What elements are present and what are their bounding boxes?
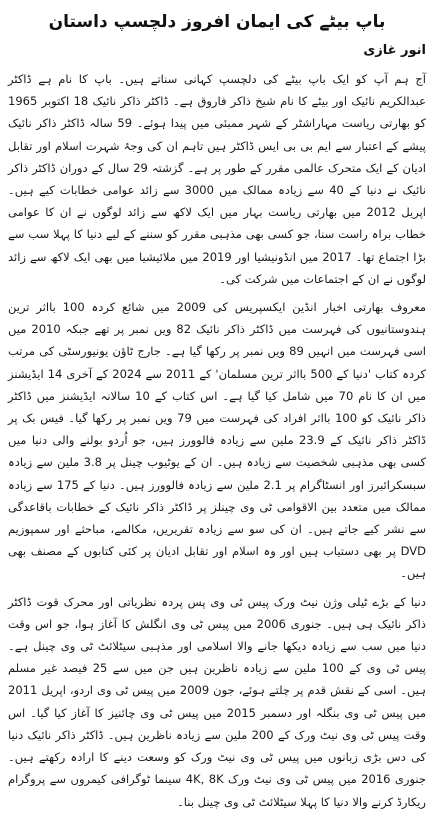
article-body — [8, 68, 426, 819]
paragraph: آج ہم آپ کو ایک باپ بیٹے کی دلچسپ کہانی سناتے ہیں۔ باپ کا نام ہے ڈاکٹر عبدالکریم نائیک اور بیٹے کا نام شیخ ذاکر فاروق ہے۔ ڈاکٹر ذاکر نائیک 18 اکتوبر 1965 کو بھارتی ریاست مہاراشٹر کے شہر ممبئی میں پیدا ہوئے۔ 59 سالہ ڈاکٹر ذاکر نائیک پیشے کے اعتبار سے ایم بی بی ایس ڈاکٹر ہیں تاہم ان کی وجۂ شہرت اسلام اور تقابل ادیان کے ایک متحرک عالمی مقرر کے طور پر ہے۔ گزشتہ 29 سال کے دوران ڈاکٹر ذاکر نائیک نے دنیا کے 40 سے زیادہ ممالک میں 3000 سے زائد عوامی خطابات کیے ہیں۔ اپریل 2012 میں بھارتی ریاست بہار میں ایک لاکھ سے زائد لوگوں نے ان کا عوامی خطاب براہ راست سنا، جو کسی بھی مذہبی مقرر کو سننے کے لیے دنیا کا پہلا سب سے بڑا اجتماع تھا۔ 2017 میں انڈونیشیا اور 2019 میں ملائیشیا میں بھی ایک لاکھ سے زائد لوگوں نے ان کے اجتماعات میں شرکت کی۔ — [8, 72, 427, 286]
article-title: باپ بیٹے کی ایمان افروز دلچسپ داستان — [48, 12, 386, 32]
paragraph: معروف بھارتی اخبار انڈین ایکسپریس کی 2009 میں شائع کردہ 100 بااثر ترین ہندوستانیوں کی فہرست میں ڈاکٹر ذاکر نائیک 82 ویں نمبر پر تھے جبکہ 2010 میں اسی فہرست میں انہیں 89 ویں نمبر پر رکھا گیا ہے۔ جارج ٹاؤن یونیورسٹی کی مرتب کردہ کتاب 'دنیا کے 500 بااثر ترین مسلمان' کے 2011 سے 2024 کے آخری 14 ایڈیشنز میں ان کا نام 70 میں شامل کیا گیا ہے۔ اس کتاب کے 10 سالانہ ایڈیشنز میں ڈاکٹر ذاکر نائیک کو 100 بااثر افراد کی فہرست میں 79 ویں نمبر پر رکھا گیا۔ فیس بک پر ڈاکٹر ذاکر نائیک کے 23.9 ملین سے زیادہ فالوورز ہیں، جو اُردو بولنے والی دنیا میں کسی بھی مذہبی شخصیت سے زیادہ ہیں۔ ان کے یوٹیوب چینل پر 3.8 ملین سے زیادہ سبسکرائبرز اور انسٹاگرام پر 2.1 ملین سے زیادہ فالوورز ہیں۔ دنیا کے 175 سے زیادہ ممالک میں متعدد بین الاقوامی ٹی وی چینلز پر ڈاکٹر ذاکر نائیک کے خطابات باقاعدگی سے نشر کیے جاتے ہیں۔ ان کی سو سے زیادہ تقریریں، مکالمے، مباحثے اور سمپوزیم DVD پر بھی دستیاب ہیں اور وہ اسلام اور تقابل ادیان پر کئی کتابوں کے مصنف بھی ہیں۔ — [8, 300, 427, 581]
author-name: انور غازی — [363, 43, 426, 58]
paragraph: دنیا کے بڑے ٹیلی وژن نیٹ ورک پیس ٹی وی پس پردہ نظریاتی اور محرک قوت ڈاکٹر ذاکر نائیک ہی ہیں۔ جنوری 2006 میں پیس ٹی وی انگلش کا آغاز ہوا، جو اس وقت دنیا میں سب سے زیادہ دیکھا جانے والا اسلامی اور مذہبی سیٹلائٹ ٹی وی چینل ہے۔ پیس ٹی وی کے 100 ملین سے زیادہ ناظرین ہیں جن میں سے 25 فیصد غیر مسلم ہیں۔ اسی کے نقش قدم پر چلتے ہوئے، جون 2009 میں پیس ٹی وی اردو، اپریل 2011 میں پیس ٹی وی بنگلہ اور دسمبر 2015 میں پیس ٹی وی چائنیز کا آغاز کیا گیا۔ اس وقت پیس ٹی وی نیٹ ورک کے 200 ملین سے زیادہ ناظرین ہیں۔ ڈاکٹر ذاکر نائیک دنیا کی دس بڑی زبانوں میں پیس ٹی وی نیٹ ورک کو وسعت دینے کا ارادہ رکھتے ہیں۔ جنوری 2016 میں پیس ٹی وی نیٹ ورک 4K, 8K سینما ٹوگرافی کیمروں سے پروگرام ریکارڈ کرنے والا دنیا کا پہلا سیٹلائٹ ٹی وی چینل بنا۔ — [8, 594, 427, 809]
